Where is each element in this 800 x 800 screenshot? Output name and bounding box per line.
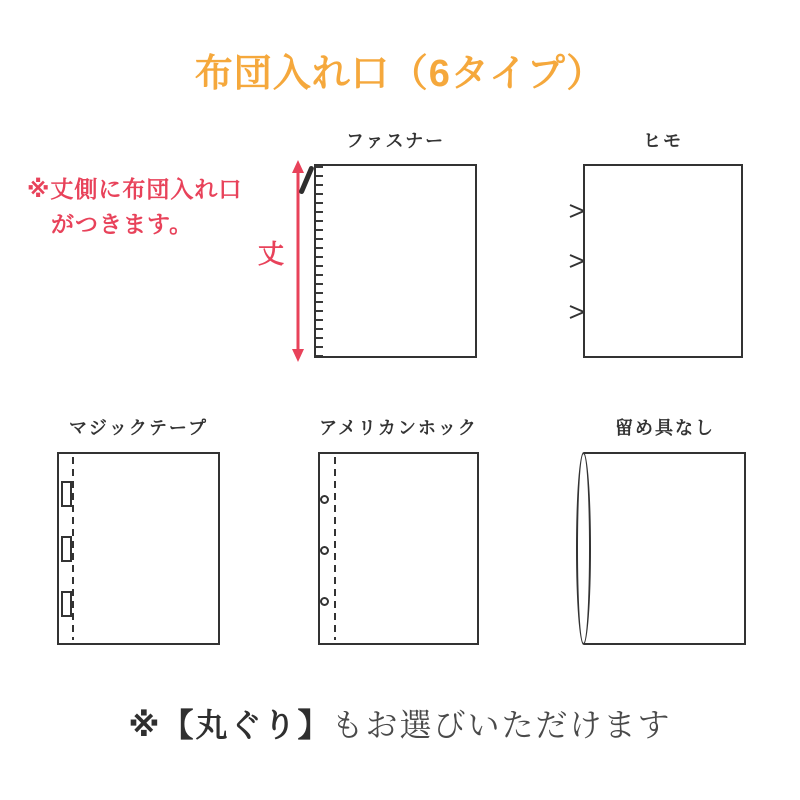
type-label-himo: ヒモ bbox=[643, 131, 683, 151]
opening-side-note bbox=[27, 172, 242, 242]
snap-button-icon bbox=[320, 597, 329, 606]
velcro-tab-icon bbox=[61, 591, 72, 617]
velcro-tab-icon bbox=[61, 536, 72, 562]
tie-string-icons bbox=[568, 166, 585, 356]
note-line-1: ※丈側に布団入れ口 bbox=[27, 176, 243, 202]
velcro-tab-icon bbox=[61, 481, 72, 507]
stitch-dashed-line bbox=[72, 457, 74, 640]
type-panel-velcro bbox=[57, 452, 220, 645]
footer-emphasis: ※【丸ぐり】 bbox=[128, 707, 332, 743]
footer-text: もお選びいただけます bbox=[331, 707, 672, 743]
type-label-snap: アメリカンホック bbox=[319, 418, 478, 438]
type-panel-fastener bbox=[314, 164, 477, 358]
footer-note bbox=[0, 700, 800, 746]
note-line-2: がつきます。 bbox=[51, 211, 194, 237]
zipper-teeth-icon bbox=[316, 166, 323, 356]
stitch-dashed-line bbox=[334, 457, 336, 640]
type-panel-snap bbox=[318, 452, 479, 645]
length-label: 丈 bbox=[258, 239, 285, 269]
type-label-velcro: マジックテープ bbox=[68, 418, 209, 438]
snap-button-icon bbox=[320, 546, 329, 555]
page-title: 布団入れ口（6タイプ） bbox=[194, 53, 606, 95]
open-edge-ellipse-icon bbox=[576, 452, 591, 645]
type-label-fastener: ファスナー bbox=[345, 131, 446, 151]
snap-button-icon bbox=[320, 495, 329, 504]
type-panel-open bbox=[584, 452, 746, 645]
type-label-open: 留め具なし bbox=[615, 418, 715, 438]
type-panel-himo bbox=[583, 164, 743, 358]
